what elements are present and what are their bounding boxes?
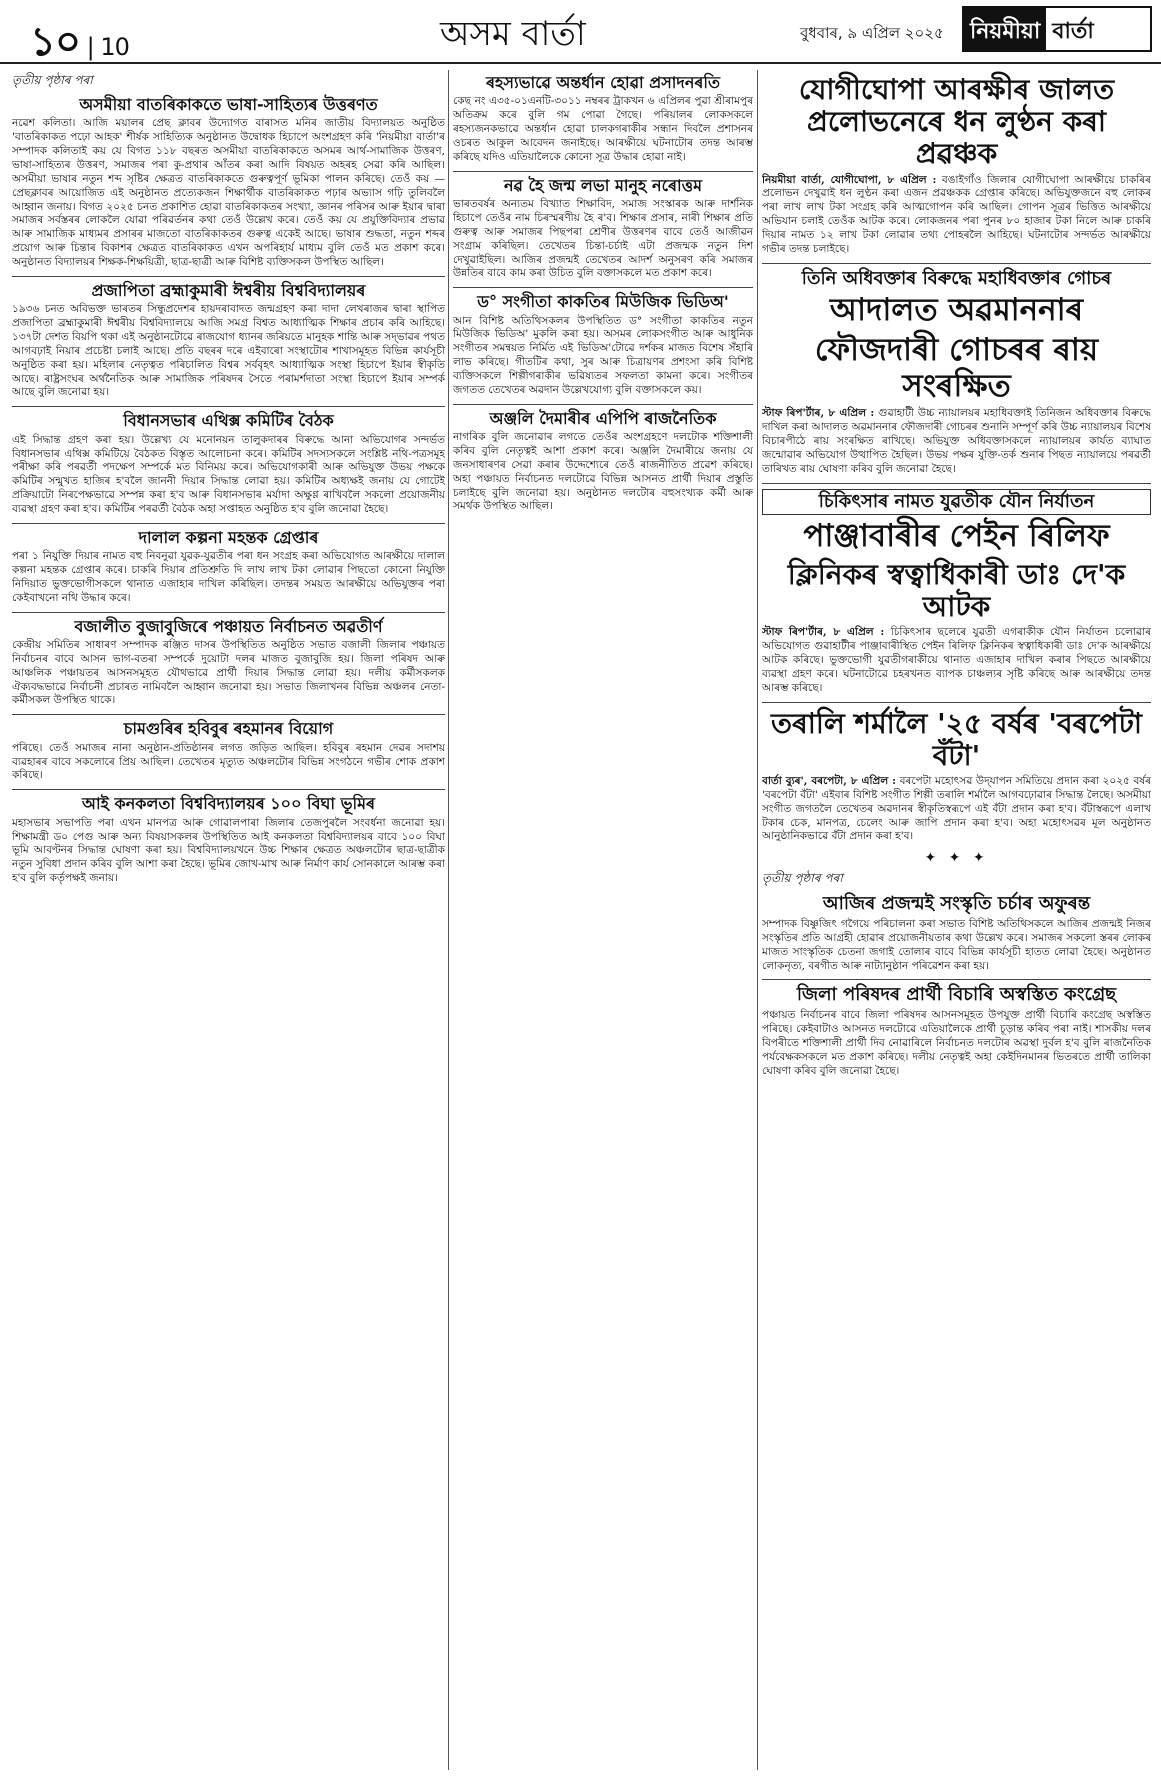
article-divider bbox=[762, 483, 1151, 484]
page-number: ১০ | 10 bbox=[30, 19, 129, 65]
article-body: পঞ্চায়ত নিৰ্বাচনৰ বাবে জিলা পৰিষদৰ আসনসমূহত উপযুক্ত প্ৰাৰ্থী বিচাৰি কংগ্ৰেছ অস্বস্তিত পৰিছে। কেইবাটাও আসনত দলটোৱে এতিয়ালৈকে প্ৰাৰ্থী চূড়ান্ত কৰিব পৰা নাই। শাসকীয় দলৰ বিপৰীতে শক্তিশালী প্ৰাৰ্থী দিব নোৱাৰিলে নিৰ্বাচনত দলটোৰ অৱস্থা দুৰ্বল হ'ব বুলি ৰাজনৈতিক পৰ্যবেক্ষকসকলে মত প্ৰকাশ কৰিছে। দলীয় নেতৃত্বই অহা কেইদিনমানৰ ভিতৰতে প্ৰাৰ্থী তালিকা ঘোষণা কৰিব বুলি জনোৱা হৈছে। bbox=[762, 1009, 1151, 1077]
middle-column bbox=[453, 70, 753, 1770]
headline-kicker: তিনি অধিবক্তাৰ বিৰুদ্ধে মহাধিবক্তাৰ গোচৰ bbox=[801, 267, 1112, 289]
article-body: পৰিছে। তেওঁ সমাজৰ নানা অনুষ্ঠান-প্ৰতিষ্ঠানৰ লগত জড়িত আছিল। হবিবুৰ ৰহমান দেৱৰ সদাশয় ব্যৱহাৰৰ বাবে সকলোৰে প্ৰিয় আছিল। তেখেতৰ মৃত্যুত অঞ্চলটোৰ বিভিন্ন সংগঠনে গভীৰ শোক প্ৰকাশ কৰিছে। bbox=[12, 741, 445, 782]
page-header bbox=[0, 0, 1161, 64]
article-headline: চামগুৰিৰ হবিবুৰ ৰহমানৰ বিয়োগ bbox=[123, 719, 334, 739]
article-body bbox=[762, 626, 1151, 695]
article-body: পৰা ১ নিযুক্তি দিয়াৰ নামত বহু নিবনুৱা যুৱক-যুৱতীৰ পৰা ধন সংগ্ৰহ কৰা অভিযোগত আৰক্ষীয়ে দালাল কল্পনা মহন্তক গ্ৰেপ্তাৰ কৰে। চাকৰি দিয়াৰ প্ৰতিশ্ৰুতি দি লাখ লাখ টকা লোৱাৰ পিছতো কোনো নিযুক্তি নিদিয়াত ভুক্তভোগীসকলে থানাত এজাহাৰ দাখিল কৰিছিল। তদন্তৰ সময়ত আৰক্ষীয়ে অভিযুক্তৰ পৰা কেইবাখনো নথি উদ্ধাৰ কৰে। bbox=[12, 550, 445, 604]
article-divider bbox=[762, 979, 1151, 980]
article-divider bbox=[12, 714, 445, 715]
article-body: মহাসভাৰ সভাপতি পৰা এখন মানপত্ৰ আৰু গোৱালপাৰা জিলাৰ তেজপুৰলৈ সংবৰ্ধনা জনোৱা হয়। শিক্ষামন্ত্ৰী ড০ পেগু আৰু অন্য বিষয়াসকলৰ উপস্থিতিত আই কনকলতা বিশ্ববিদ্যালয়ৰ বাবে ১০০ বিঘা ভূমি আবণ্টনৰ সিদ্ধান্ত ঘোষণা কৰা হয়। বিশ্ববিদ্যালয়খনে উচ্চ শিক্ষাৰ ক্ষেত্ৰত অঞ্চলটোৰ ছাত্ৰ-ছাত্ৰীক নতুন সুবিধা প্ৰদান কৰিব বুলি আশা কৰা হৈছে। ভূমিৰ জোখ-মাখ আৰু নিৰ্মাণ কাৰ্য সোনকালে আৰম্ভ কৰা হ'ব বুলি কৰ্তৃপক্ষই জনায়। bbox=[12, 816, 445, 885]
article-body bbox=[762, 174, 1151, 257]
article-body: ১৯৩৬ চনত অবিভক্ত ভাৰতৰ সিন্ধুপ্ৰদেশৰ হায়দৰাবাদত জন্মগ্ৰহণ কৰা দাদা লেখৰাজৰ দ্বাৰা স্থাপিত প্ৰজাপিতা ব্ৰহ্মাকুমাৰী ঈশ্বৰীয় বিশ্ববিদ্যালয়ে আজি সমগ্ৰ বিশ্বত আধ্যাত্মিক শিক্ষাৰ প্ৰচাৰ কৰি আহিছে। ১৩৭টা দেশত বিয়পি থকা এই অনুষ্ঠানটোৱে ৰাজযোগ ধ্যানৰ জৰিয়তে মানুহক শান্তি আৰু সদ্‌ভাৱৰ পথত আগবঢ়াই নিয়াৰ প্ৰচেষ্টা চলাই আছে। প্ৰতি বছৰৰ দৰে এইবাৰো সংস্থাটোৰ শাখাসমূহত বিভিন্ন কাৰ্যসূচী অনুষ্ঠিত কৰা হয়। মহিলাৰ নেতৃত্বত পৰিচালিত বিশ্বৰ সৰ্ববৃহৎ আধ্যাত্মিক সংস্থা হিচাপে ইয়াৰ স্বীকৃতি আছে। ৰাষ্ট্ৰসংঘৰ অৰ্থনৈতিক আৰু সামাজিক পৰিষদৰ সৈতে পৰামৰ্শদাতা সংস্থা হিচাপে ইয়াৰ সম্পৰ্ক আছে বুলি জনোৱা হয়। bbox=[12, 303, 445, 399]
article-divider bbox=[12, 523, 445, 524]
byline: নিয়মীয়া বাৰ্তা, যোগীঘোপা, ৮ এপ্ৰিল : bbox=[762, 173, 937, 186]
headline-line-1: পাঞ্জাবাৰীৰ পেইন ৰিলিফ bbox=[803, 518, 1110, 555]
article-headline: অঞ্জলি দৈমাৰীৰ এপিপি ৰাজনৈতিক bbox=[489, 408, 717, 428]
article-headline: জিলা পৰিষদৰ প্ৰাৰ্থী বিচাৰি অস্বস্তিত কংগ্ৰেছ bbox=[796, 984, 1117, 1006]
issue-date: বুধবাৰ, ৯ এপ্ৰিল ২০২৫ bbox=[800, 24, 944, 42]
article-headline: ৰহস্যভাৱে অন্তৰ্ধান হোৱা প্ৰসাদনৰতি bbox=[486, 73, 720, 92]
article-headline: তৰালি শৰ্মালৈ '২৫ বৰ্ষৰ 'বৰপেটা বঁটা' bbox=[771, 706, 1142, 772]
article-divider bbox=[12, 789, 445, 790]
article-headline: ড° সংগীতা কাকতিৰ মিউজিক ভিডিঅ' bbox=[477, 292, 729, 312]
article-body: নৱেশ কলিতা। আজি ময়ালৰ প্ৰেছ ক্লাবৰ উদ্যোগত বাৰাসত মনিৰ জাতীয় বিদ্যালয়ত অনুষ্ঠিত 'বাতৰিকাকত পঢ়ো আহক' শীৰ্ষক সাহিত্যিক অনুষ্ঠানত উদ্বোধক হিচাপে অংশগ্ৰহণ কৰি 'নিয়মীয়া বাৰ্তা'ৰ সম্পাদক কলিতাই কয় যে বিগত ১১৮ বছৰত অসমীয়া বাতৰিকাকতে অসমৰ আৰ্থ-সামাজিক উত্তৰণ, ভাষা-সাহিত্যৰ উত্তৰণ, সমাজৰ পৰা কু-প্ৰথাৰ আঁতৰ কৰা আদি বিষয়ত অহৰহ সেৱা কৰি আছিল। অসমীয়া ভাষাৰ নতুন শব্দ সৃষ্টিৰ ক্ষেত্ৰত বাতৰিকাকতে গুৰুত্বপূৰ্ণ ভূমিকা পালন কৰিছে। তেওঁ কয় — প্ৰেছক্লাবৰ আয়োজিত এই অনুষ্ঠানত প্ৰত্যেকজন শিক্ষাৰ্থীক বাতৰিকাকত পঢ়াৰ অভ্যাস গঢ়ি তুলিবলৈ আহ্বান জনায়। বিগত ২০২৫ চনত প্ৰকাশিত হোৱা বাতৰিকাকতৰ সংখ্যা, জ্ঞানৰ পৰিসৰ আৰু ইয়াৰ দ্বাৰা সমাজৰ সৰ্বস্তৰৰ লোকলৈ যোৱা পৰিৱৰ্তনৰ কথা তেওঁ উল্লেখ কৰে। তেওঁ কয় যে প্ৰযুক্তিবিদ্যাৰ প্ৰভাৱ আৰু সামাজিক মাধ্যমৰ প্ৰসাৰৰ মাজতো বাতৰিকাকতৰ গুৰুত্ব একেই আছে। ভাষাৰ শুদ্ধতা, নতুন শব্দৰ প্ৰয়োগ আৰু চিন্তাৰ বিকাশৰ ক্ষেত্ৰত বাতৰিকাকত এখন অপৰিহাৰ্য মাধ্যম বুলি তেওঁ মত প্ৰকাশ কৰে। অনুষ্ঠানত বিদ্যালয়ৰ শিক্ষক-শিক্ষয়িত্ৰী, ছাত্ৰ-ছাত্ৰী আৰু বিশিষ্ট ব্যক্তিসকল উপস্থিত আছিল। bbox=[12, 117, 445, 268]
column-divider bbox=[757, 70, 758, 1770]
section-title: অসম বাৰ্তা bbox=[440, 14, 586, 54]
article-text: বঙাইগাঁও জিলাৰ যোগীঘোপা আৰক্ষীয়ে চাকৰিৰ প্ৰলোভন দেখুৱাই ধন লুণ্ঠন কৰা এজন প্ৰৱঞ্চকক গ্ৰেপ্তাৰ কৰিছে। অভিযুক্তজনে বহু লোকৰ পৰা লাখ লাখ টকা সংগ্ৰহ কৰি আত্মগোপন কৰি আছিল। গোপন সূত্ৰৰ ভিত্তিত আৰক্ষীয়ে অভিযান চলাই তেওঁক আটক কৰে। লোকজনৰ পৰা পুনৰ ৮০ হাজাৰ টকা নিলে আৰু চাকৰি দিয়াৰ নামত ১২ লাখ টকা লোৱাৰ তথ্য পোহৰলৈ আহিছে। ঘটনাটোৰ সন্দৰ্ভত আৰক্ষীয়ে গভীৰ তদন্ত চলাইছে। bbox=[762, 173, 1151, 255]
article-body: নাগৰিক বুলি জনোৱাৰ লগতে তেওঁৰ অংশগ্ৰহণে দলটোক শক্তিশালী কৰিব বুলি নেতৃত্বই আশা প্ৰকাশ কৰে। অঞ্জলি দৈমাৰীয়ে জনায় যে জনসাধাৰণৰ সেৱা কৰাৰ উদ্দেশ্যেৰে তেওঁ ৰাজনীতিত প্ৰৱেশ কৰিছে। অহা পঞ্চায়ত নিৰ্বাচনত দলটোৱে বিভিন্ন আসনত প্ৰাৰ্থী দিয়াৰ প্ৰস্তুতি চলাইছে বুলি জনোৱা হয়। অনুষ্ঠানত দলটোৰ বহুসংখ্যক কৰ্মী আৰু সমৰ্থক উপস্থিত আছিল। bbox=[453, 431, 753, 513]
headline-line-2: ক্লিনিকৰ স্বত্বাধিকাৰী ডাঃ দে'ক আটক bbox=[787, 557, 1126, 624]
article-divider bbox=[762, 263, 1151, 264]
article-divider bbox=[12, 276, 445, 277]
article-body bbox=[762, 775, 1151, 844]
article-divider bbox=[12, 406, 445, 407]
article-body: এই সিদ্ধান্ত গ্ৰহণ কৰা হয়। উল্লেখ্য যে মনোনয়ন তালুকদাৰৰ বিৰুদ্ধে আনা অভিযোগৰ সন্দৰ্ভত বিধানসভাৰ এথিক্স কমিটিয়ে বৈঠকত বিস্তৃত আলোচনা কৰে। কমিটিৰ সদস্যসকলে সংশ্লিষ্ট নথি-পত্ৰসমূহ পৰীক্ষা কৰি পৰৱৰ্তী পদক্ষেপ সম্পৰ্কে মত বিনিময় কৰে। অভিযোগকাৰী আৰু অভিযুক্ত উভয় পক্ষকে কমিটিৰ সন্মুখত হাজিৰ হ'বলৈ জাননী দিয়াৰ সিদ্ধান্ত লোৱা হয়। কমিটিৰ অধ্যক্ষই জনায় যে গোটেই প্ৰক্ৰিয়াটো নিৰপেক্ষভাৱে সম্পন্ন কৰা হ'ব আৰু বিধানসভাৰ মৰ্যাদা অক্ষুণ্ণ ৰাখিবলৈ সকলো প্ৰয়োজনীয় ব্যৱস্থা গ্ৰহণ কৰা হ'ব। কমিটিৰ পৰৱৰ্তী বৈঠক অহা সপ্তাহত অনুষ্ঠিত হ'ব বুলি জনোৱা হৈছে। bbox=[12, 433, 445, 515]
article-headline: প্ৰজাপিতা ব্ৰহ্মাকুমাৰী ঈশ্বৰীয় বিশ্ববিদ্যালয়ৰ bbox=[91, 280, 366, 300]
article-body: ভাৰতবৰ্ষৰ অন্যতম বিখ্যাত শিক্ষাবিদ, সমাজ সংস্কাৰক আৰু দাৰ্শনিক হিচাপে তেওঁৰ নাম চিৰস্মৰণীয় হৈ ৰ'ব। শিক্ষাৰ প্ৰসাৰ, নাৰী শিক্ষাৰ প্ৰতি গুৰুত্ব আৰু সমাজৰ পিছপৰা শ্ৰেণীৰ উত্তৰণৰ বাবে তেওঁ আজীৱন সংগ্ৰাম কৰিছিল। তেখেতৰ চিন্তা-চৰ্চাই এটা প্ৰজন্মক নতুন দিশ দেখুৱাইছিল। আজিৰ প্ৰজন্মই তেখেতৰ আদৰ্শ অনুসৰণ কৰি সমাজৰ উন্নতিৰ বাবে কাম কৰা উচিত বুলি বক্তাসকলে মত প্ৰকাশ কৰে। bbox=[453, 198, 753, 280]
article-body bbox=[762, 407, 1151, 476]
headline-line-1: আদালত অৱমাননাৰ bbox=[829, 292, 1084, 329]
left-column bbox=[12, 70, 445, 1770]
headline-line-2: ফৌজদাৰী গোচৰৰ ৰায় সংৰক্ষিত bbox=[814, 332, 1099, 404]
continued-label: তৃতীয় পৃষ্ঠাৰ পৰা bbox=[762, 871, 843, 886]
right-column bbox=[762, 70, 1151, 1770]
continued-label: তৃতীয় পৃষ্ঠাৰ পৰা bbox=[12, 73, 93, 87]
article-headline: বিধানসভাৰ এথিক্স কমিটিৰ বৈঠক bbox=[123, 411, 334, 431]
article-body: সম্পাদক বিষ্ণুজিৎ গগৈয়ে পৰিচালনা কৰা সভাত বিশিষ্ট অতিথিসকলে আজিৰ প্ৰজন্মই নিজৰ সংস্কৃতিৰ প্ৰতি আগ্ৰহী হোৱাৰ প্ৰয়োজনীয়তাৰ কথা উল্লেখ কৰে। সমাজৰ সকলো স্তৰৰ লোকৰ মাজত সাংস্কৃতিক চেতনা জগাই তোলাৰ বাবে বিভিন্ন কাৰ্যসূচী হাতত লোৱা হৈছে। অনুষ্ঠানত লোকনৃত্য, বৰগীত আৰু নাট্যানুষ্ঠান পৰিৱেশন কৰা হয়। bbox=[762, 917, 1151, 972]
article-text: গুৱাহাটী উচ্চ ন্যায়ালয়ৰ মহাধিবক্তাই তিনিজন অধিবক্তাৰ বিৰুদ্ধে দাখিল কৰা আদালত অৱমাননাৰ ফৌজদাৰী গোচৰৰ শুনানি সম্পূৰ্ণ কৰি উচ্চ ন্যায়ালয়ৰ বিশেষ বিচাৰপীঠে ৰায় সংৰক্ষিত ৰাখিছে। অভিযুক্ত অধিবক্তাসকলে ন্যায়ালয়ৰ কাৰ্যত ব্যাঘাত জন্মোৱাৰ অভিযোগ উত্থাপিত হৈছিল। উভয় পক্ষৰ যুক্তি-তৰ্ক শুনাৰ পিছত ন্যায়ালয়ে পৰৱৰ্তী তাৰিখত ৰায় ঘোষণা কৰিব বুলি জনোৱা হৈছে। bbox=[762, 407, 1151, 475]
logo-part-1: নিয়মীয়া bbox=[964, 8, 1046, 50]
article-body: কেছ নং এ৩৫-০১এনটি-৩০১১ নম্বৰৰ ট্ৰাকখন ৬ এপ্ৰিলৰ পুৱা শ্ৰীৰামপুৰ অতিক্ৰম কৰে বুলি গম পোৱা গৈছে। পৰিয়ালৰ লোকসকলে ৰহস্যজনকভাৱে অন্তৰ্ধান হোৱা চালকগৰাকীৰ সন্ধান দিবলৈ প্ৰশাসনৰ ওচৰত আকুল আবেদন জনাইছে। আৰক্ষীয়ে ঘটনাটোৰ তদন্ত আৰম্ভ কৰিছে যদিও এতিয়ালৈকে কোনো সূত্ৰ উদ্ধাৰ হোৱা নাই। bbox=[453, 95, 753, 163]
article-divider bbox=[453, 404, 753, 405]
headline-kicker: চিকিৎসাৰ নামত যুৱতীক যৌন নিৰ্যাতন bbox=[762, 489, 1151, 516]
article-body: কেন্দ্ৰীয় সমিতিৰ সাধাৰণ সম্পাদক ৰঞ্জিত দাসৰ উপস্থিতিত অনুষ্ঠিত সভাত বজালী জিলাৰ পঞ্চায়ত নিৰ্বাচনৰ বাবে আসন ভাগ-বতৰা সম্পৰ্কে দুয়োটা দলৰ মাজত বুজাবুজি হয়। জিলা পৰিষদ আৰু আঞ্চলিক পঞ্চায়তৰ আসনসমূহত যৌথভাৱে প্ৰাৰ্থী দিয়াৰ সিদ্ধান্ত লোৱা হয়। দলীয় কৰ্মীসকলক ঐক্যবদ্ধভাৱে নিৰ্বাচনী প্ৰচাৰত নামিবলৈ আহ্বান জনোৱা হয়। সভাত জিলাখনৰ বিভিন্ন অঞ্চলৰ নেতা-কৰ্মীসকল উপস্থিত থাকে। bbox=[12, 639, 445, 707]
byline: স্টাফ ৰিপ'ৰ্টাৰ, ৮ এপ্ৰিল : bbox=[762, 407, 875, 420]
article-headline: আই কনকলতা বিশ্ববিদ্যালয়ৰ ১০০ বিঘা ভূমিৰ bbox=[81, 794, 376, 814]
article-divider bbox=[12, 612, 445, 613]
article-headline: আজিৰ প্ৰজন্মই সংস্কৃতি চৰ্চাৰ অফুৰন্ত bbox=[822, 893, 1091, 915]
article-divider bbox=[453, 287, 753, 288]
article-body: আন বিশিষ্ট অতিথিসকলৰ উপস্থিতিত ড° সংগীতা কাকতিৰ নতুন মিউজিক ভিডিঅ' মুকলি কৰা হয়। অসমৰ লোকসংগীত আৰু আধুনিক সংগীতৰ সমন্বয়ত নিৰ্মিত এই ভিডিঅ'টোৱে দৰ্শকৰ মাজত বিশেষ সঁহাৰি লাভ কৰিছে। গীতটিৰ কথা, সুৰ আৰু চিত্ৰায়ণৰ প্ৰশংসা কৰি বিশিষ্ট ব্যক্তিসকলে শিল্পীগৰাকীৰ ভৱিষ্যতৰ সফলতা কামনা কৰে। সংগীতৰ জগতত তেখেতৰ অৱদান উল্লেখযোগ্য বুলি বক্তাসকলে কয়। bbox=[453, 314, 753, 396]
logo-part-2: বাৰ্তা bbox=[1052, 19, 1094, 44]
article-text: চিকিৎসাৰ ছলেৰে যুৱতী এগৰাকীক যৌন নিৰ্যাতন চলোৱাৰ অভিযোগত গুৱাহাটীৰ পাঞ্জাবাৰীস্থিত পেইন ৰিলিফ ক্লিনিকৰ স্বত্বাধিকাৰী ডাঃ দে'ক আৰক্ষীয়ে আটক কৰিছে। ভুক্তভোগী যুৱতীগৰাকীয়ে থানাত এজাহাৰ দাখিল কৰাৰ পিছতে আৰক্ষীয়ে ব্যৱস্থা গ্ৰহণ কৰে। ঘটনাটোৱে চহৰখনত ব্যাপক চাঞ্চল্যৰ সৃষ্টি কৰিছে আৰু আৰক্ষীয়ে তদন্ত আৰম্ভ কৰিছে। bbox=[762, 626, 1151, 694]
lead-headline: যোগীঘোপা আৰক্ষীৰ জালত প্ৰলোভনেৰে ধন লুণ্ঠন কৰা প্ৰৱঞ্চক bbox=[798, 73, 1115, 171]
page-number-assamese: ১০ bbox=[30, 19, 80, 65]
ornament-divider: ✦ ✦ ✦ bbox=[924, 850, 989, 867]
column-divider bbox=[448, 70, 449, 1770]
article-divider bbox=[762, 702, 1151, 703]
byline: বাৰ্তা ব্যুৰ', বৰপেটা, ৮ এপ্ৰিল : bbox=[762, 775, 896, 787]
article-divider bbox=[453, 171, 753, 172]
byline: স্টাফ ৰিপ'ৰ্টাৰ, ৮ এপ্ৰিল : bbox=[762, 626, 885, 639]
article-headline: দালাল কল্পনা মহন্তক গ্ৰেপ্তাৰ bbox=[138, 527, 319, 547]
article-headline: বজালীত বুজাবুজিৰে পঞ্চায়ত নিৰ্বাচনত অৱতীৰ্ণ bbox=[74, 616, 383, 636]
article-headline: নৱ হৈ জন্ম লভা মানুহ নৰোত্তম bbox=[504, 175, 702, 195]
page-number-latin: 10 bbox=[100, 33, 129, 61]
newspaper-logo bbox=[962, 6, 1152, 52]
article-text: বৰপেটা মহোৎসৱ উদ্‌যাপন সমিতিয়ে প্ৰদান কৰা ২০২৫ বৰ্ষৰ 'বৰপেটা বঁটা' এইবাৰ বিশিষ্ট সংগীত শিল্পী তৰালি শৰ্মালৈ আগবঢ়োৱাৰ সিদ্ধান্ত লৈছে। অসমীয়া সংগীত জগতলৈ তেখেতৰ অৱদানৰ স্বীকৃতিস্বৰূপে এই বঁটা প্ৰদান কৰা হ'ব। বঁটাস্বৰূপে এলাখ টকাৰ চেক, মানপত্ৰ, চেলেং আৰু জাপি প্ৰদান কৰা হ'ব। অহা মহোৎসৱৰ মূল অনুষ্ঠানত আনুষ্ঠানিকভাৱে বঁটা প্ৰদান কৰা হ'ব। bbox=[762, 775, 1151, 843]
article-headline: অসমীয়া বাতৰিকাকতে ভাষা-সাহিত্যৰ উত্তৰণত bbox=[79, 95, 378, 114]
